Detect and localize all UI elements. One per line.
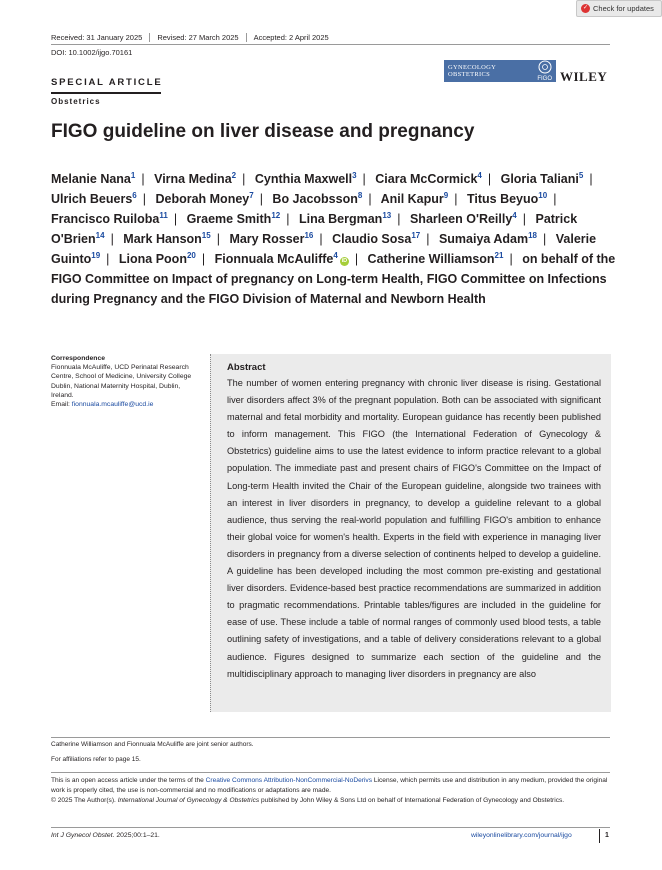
author-affiliation[interactable]: 19 (91, 251, 101, 260)
abstract-heading: Abstract (227, 362, 266, 373)
footer-divider (51, 827, 610, 828)
journal-logo-text: GYNECOLOGY OBSTETRICS (448, 64, 497, 78)
copyright-text: © 2025 The Author(s). International Journal of Gynecology & Obstetrics published by John Wiley & Sons Ltd on behalf of International Federation of Gynecology and Obstetrics. (51, 797, 565, 804)
author-name[interactable]: Cynthia Maxwell (254, 172, 353, 186)
author-separator: | (286, 212, 290, 226)
correspondence-email-line (51, 400, 196, 409)
author-affiliation[interactable]: 5 (578, 171, 584, 180)
author-affiliation[interactable]: 12 (271, 211, 281, 220)
article-type: SPECIAL ARTICLE (51, 77, 163, 88)
author-affiliation[interactable]: 6 (132, 191, 137, 200)
footer-citation: Int J Gynecol Obstet. 2025;00:1–21. (51, 832, 160, 839)
correspondence-address: Fionnuala McAuliffe, UCD Perinatal Research Centre, School of Medicine, University College Dublin, National Maternity Hospital, Dublin, Ireland. (51, 364, 192, 399)
author-affiliation[interactable]: 20 (186, 251, 196, 260)
author-separator: | (201, 252, 206, 266)
accepted-date: Accepted: 2 April 2025 (246, 33, 336, 42)
author-affiliation[interactable]: 3 (352, 171, 357, 180)
author-affiliation[interactable]: 4 (333, 251, 338, 260)
author-name[interactable]: Catherine Williamson (367, 252, 495, 266)
author-affiliation[interactable]: 11 (159, 211, 168, 220)
correspondence-email-link[interactable]: fionnuala.mcauliffe@ucd.ie (71, 401, 154, 409)
author-name[interactable]: Gloria Taliani (500, 172, 579, 186)
publisher-logo[interactable]: WILEY (560, 69, 608, 84)
author-name[interactable]: Sumaiya Adam (438, 232, 529, 246)
correspondence-heading: Correspondence (51, 355, 106, 362)
figo-logo-icon: FIGO (537, 60, 552, 82)
author-separator: | (397, 212, 401, 226)
license-divider (51, 772, 610, 773)
article-subsection: Obstetrics (51, 97, 101, 106)
author-separator: | (454, 192, 458, 206)
author-separator: | (173, 212, 178, 226)
senior-authors-note: Catherine Williamson and Fionnuala McAuliffe are joint senior authors. (51, 741, 254, 748)
author-separator: | (368, 192, 372, 206)
author-name[interactable]: Virna Medina (154, 172, 232, 186)
revised-date: Revised: 27 March 2025 (149, 33, 245, 42)
article-dates (51, 33, 336, 42)
author-name[interactable]: Valerie Guinto (51, 232, 597, 266)
affiliations-note: For affiliations refer to page 15. (51, 756, 141, 763)
author-separator: | (319, 232, 323, 246)
orcid-icon[interactable]: iD (341, 258, 348, 264)
author-affiliation[interactable]: 2 (231, 171, 237, 180)
article-title: FIGO guideline on liver disease and pregnancy (51, 121, 475, 142)
author-name[interactable]: Ciara McCormick (375, 172, 478, 186)
article-type-underline (51, 92, 161, 94)
page-number: 1 (605, 832, 609, 839)
author-separator: | (543, 232, 547, 246)
license-link[interactable]: Creative Commons Attribution-NonCommercial-NoDerivs (205, 777, 373, 784)
email-label: Email: (51, 401, 70, 409)
author-name[interactable]: Mark Hanson (123, 232, 202, 246)
author-affiliation[interactable]: 15 (201, 231, 211, 240)
group-author: on behalf of the FIGO Committee on Impact of pregnancy on Long-term Health, FIGO Committee on Infections during Pregnancy and the FIGO Division of Maternal and Newborn Health (51, 252, 616, 306)
author-separator: | (106, 252, 110, 266)
author-separator: | (142, 192, 146, 206)
author-separator: | (522, 212, 526, 226)
author-affiliation[interactable]: 16 (304, 231, 314, 240)
author-separator: | (487, 172, 492, 186)
author-separator: | (589, 172, 593, 186)
author-separator: | (362, 172, 366, 186)
author-separator: | (259, 192, 263, 206)
author-affiliation[interactable]: 1 (130, 171, 136, 180)
doi[interactable]: DOI: 10.1002/ijgo.70161 (51, 48, 133, 57)
author-separator: | (509, 252, 513, 266)
abstract-text: The number of women entering pregnancy with chronic liver disease is rising. Gestational liver disorders affect 3% of the pregnant population. Both can be associated with significant maternal and fetal morbidity and mortality. European guidance has recently been published to inform management. This FIGO (the International Federation of Gynecology & Obstetrics) guideline aims to use the latest evidence to inform practice relevant to a global population. The immediate past and present chairs of FIGO's Committee on the Impact of Long-term Health invited the Chair of the European guideline, alongside two trainees with an interest in liver disorders in pregnancy, to develop a guideline relevant to a global audience, thus serving the real-world population and fulfilling FIGO's ambition to enhance their global voice for women's health. Experts in the field with experience in managing liver disorders in pregnancy from a diverse selection of continents helped to develop a guideline. A guideline has been developed including the most common pre-existing and gestational liver disorders. Evidence-based best practice recommendations are summarized in addition to pragmatic recommendations. Printable tables/figures are included in the guideline for ease of use. These include a table of normal ranges of commonly used blood tests, a table outlining safety of investigations, and a table of delivery considerations relevant to a global audience. Figures designed to summarize each section of the guideline and the multidisciplinary approach to managing liver disorders in pregnancy are also (227, 378, 601, 679)
author-affiliation[interactable]: 18 (528, 231, 538, 240)
journal-logo[interactable] (444, 60, 556, 82)
license-text: This is an open access article under the terms of the Creative Commons Attribution-NonCommercial-NoDerivs License, which permits use and distribution in any medium, provided the original work is properly cited, the use is non-commercial and no modifications or adaptations are made. (51, 777, 608, 794)
author-name[interactable]: Francisco Ruiloba (51, 212, 160, 226)
author-name[interactable]: Liona Poon (118, 252, 187, 266)
author-affiliation[interactable]: 13 (382, 211, 392, 220)
author-affiliation[interactable]: 7 (249, 191, 254, 200)
author-separator: | (110, 232, 114, 246)
author-separator: | (426, 232, 430, 246)
author-affiliation[interactable]: 8 (357, 191, 363, 200)
author-name[interactable]: Sharleen O'Reilly (409, 212, 513, 226)
author-name[interactable]: Titus Beyuo (466, 192, 539, 206)
author-list (51, 169, 617, 309)
author-separator: | (216, 232, 220, 246)
author-name[interactable]: Anil Kapur (380, 192, 444, 206)
author-name[interactable]: Ulrich Beuers (51, 192, 133, 206)
check-updates-button[interactable] (576, 0, 662, 17)
author-name[interactable]: Deborah Money (155, 192, 250, 206)
author-name[interactable]: Bo Jacobsson (272, 192, 358, 206)
author-affiliation[interactable]: 10 (538, 191, 548, 200)
footnote-divider (51, 737, 610, 738)
author-affiliation[interactable]: 17 (411, 231, 421, 240)
received-date: Received: 31 January 2025 (51, 33, 143, 42)
author-separator: | (242, 172, 246, 186)
author-affiliation[interactable]: 21 (494, 251, 504, 260)
author-affiliation[interactable]: 4 (512, 211, 517, 220)
author-name[interactable]: Melanie Nana (51, 172, 131, 186)
author-separator: | (553, 192, 557, 206)
header-divider (51, 44, 610, 45)
author-name[interactable]: Patrick O'Brien (51, 212, 578, 246)
journal-url-link[interactable]: wileyonlinelibrary.com/journal/ijgo (471, 832, 572, 839)
correspondence (51, 354, 196, 409)
author-name[interactable]: Graeme Smith (186, 212, 272, 226)
check-updates-icon: ✓ (582, 5, 589, 11)
author-affiliation[interactable]: 9 (443, 191, 449, 200)
author-affiliation[interactable]: 4 (477, 171, 482, 180)
author-affiliation[interactable]: 14 (95, 231, 105, 240)
footer-separator (599, 829, 600, 843)
author-name[interactable]: Lina Bergman (298, 212, 383, 226)
author-separator: | (141, 172, 145, 186)
license-notice (51, 776, 611, 806)
author-name[interactable]: Claudio Sosa (332, 232, 412, 246)
author-name[interactable]: Fionnuala McAuliffe (214, 252, 334, 266)
check-updates-label: Check for updates (593, 4, 654, 13)
author-separator: | (354, 252, 359, 266)
abstract-box (210, 354, 611, 712)
author-name[interactable]: Mary Rosser (229, 232, 305, 246)
